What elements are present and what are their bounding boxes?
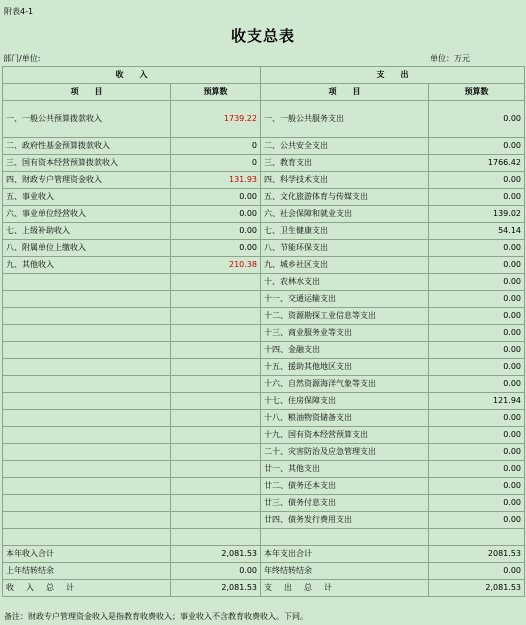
income-value-cell[interactable]: 0.00 (171, 189, 261, 206)
expense-total-value[interactable]: 2,081.53 (429, 580, 525, 597)
expense-item-cell[interactable]: 一、一般公共服务支出 (261, 101, 429, 138)
expense-value-cell[interactable]: 0.00 (429, 101, 525, 138)
income-total-label[interactable]: 收 入 总 计 (3, 580, 171, 597)
expense-value-cell[interactable]: 0.00 (429, 274, 525, 291)
income-item-cell[interactable] (3, 461, 171, 478)
expense-item-cell[interactable]: 十四、金融支出 (261, 342, 429, 359)
table-row (3, 393, 525, 410)
income-item-cell[interactable] (3, 291, 171, 308)
expense-item-cell[interactable]: 九、城乡社区支出 (261, 257, 429, 274)
expense-value-cell[interactable]: 0.00 (429, 427, 525, 444)
expense-total-value[interactable]: 0.00 (429, 563, 525, 580)
expense-item-cell[interactable]: 十九、国有资本经营预算支出 (261, 427, 429, 444)
expense-total-label[interactable]: 支 出 总 计 (261, 580, 429, 597)
expense-item-cell[interactable]: 十一、交通运输支出 (261, 291, 429, 308)
table-row (3, 359, 525, 376)
income-item-cell[interactable] (3, 325, 171, 342)
table-row (3, 291, 525, 308)
expense-item-cell[interactable]: 十、农林水支出 (261, 274, 429, 291)
expense-value-cell[interactable]: 0.00 (429, 478, 525, 495)
expense-item-cell[interactable]: 十七、住房保障支出 (261, 393, 429, 410)
income-value-cell[interactable]: 0 (171, 138, 261, 155)
expense-value-cell[interactable]: 0.00 (429, 291, 525, 308)
total-row (3, 563, 525, 580)
income-value-cell[interactable] (171, 529, 261, 546)
table-row (3, 172, 525, 189)
income-item-cell[interactable] (3, 495, 171, 512)
table-row (3, 308, 525, 325)
income-value-cell[interactable] (171, 325, 261, 342)
income-value-cell[interactable]: 210.38 (171, 257, 261, 274)
expense-item-cell[interactable]: 五、文化旅游体育与传媒支出 (261, 189, 429, 206)
income-value-cell[interactable]: 0 (171, 155, 261, 172)
dept-label: 部门/单位: (3, 54, 41, 63)
income-item-cell[interactable] (3, 410, 171, 427)
expense-item-cell[interactable]: 六、社会保障和就业支出 (261, 206, 429, 223)
income-value-cell[interactable] (171, 342, 261, 359)
table-row (3, 376, 525, 393)
expense-item-cell[interactable]: 十八、粮油物资储备支出 (261, 410, 429, 427)
income-value-cell[interactable]: 131.93 (171, 172, 261, 189)
expense-value-cell[interactable]: 0.00 (429, 444, 525, 461)
table-row (3, 427, 525, 444)
table-row (3, 461, 525, 478)
expense-item-cell[interactable]: 十六、自然资源海洋气象等支出 (261, 376, 429, 393)
income-item-cell[interactable]: 六、事业单位经营收入 (3, 206, 171, 223)
table-row (3, 206, 525, 223)
income-budget-header: 预算数 (171, 84, 261, 101)
income-total-value[interactable]: 2,081.53 (171, 580, 261, 597)
income-value-cell[interactable] (171, 274, 261, 291)
income-value-cell[interactable] (171, 376, 261, 393)
table-row (3, 101, 525, 138)
unit-label: 单位：万元 (430, 54, 470, 63)
income-item-cell[interactable]: 二、政府性基金预算拨款收入 (3, 138, 171, 155)
expense-value-cell[interactable]: 54.14 (429, 223, 525, 240)
income-item-header: 项 目 (3, 84, 171, 101)
income-item-cell[interactable] (3, 393, 171, 410)
page-title: 收支总表 (230, 27, 295, 45)
income-total-value[interactable]: 0.00 (171, 563, 261, 580)
income-header: 收 入 (3, 67, 261, 84)
expense-value-cell[interactable]: 0.00 (429, 172, 525, 189)
expense-value-cell[interactable]: 1766.42 (429, 155, 525, 172)
income-value-cell[interactable] (171, 393, 261, 410)
remark-note: 备注：财政专户管理资金收入是指教育收费收入；事业收入不含教育收费收入。下同。 (4, 612, 308, 621)
expense-item-cell[interactable] (261, 529, 429, 546)
table-row (3, 495, 525, 512)
income-value-cell[interactable] (171, 291, 261, 308)
expense-value-cell[interactable]: 0.00 (429, 495, 525, 512)
table-row (3, 444, 525, 461)
table-row (3, 529, 525, 546)
income-total-label[interactable]: 上年结转结余 (3, 563, 171, 580)
income-item-cell[interactable]: 八、附属单位上缴收入 (3, 240, 171, 257)
expense-value-cell[interactable]: 0.00 (429, 138, 525, 155)
table-row (3, 342, 525, 359)
expense-item-cell[interactable]: 八、节能环保支出 (261, 240, 429, 257)
expense-item-cell[interactable]: 二十、灾害防治及应急管理支出 (261, 444, 429, 461)
table-row (3, 189, 525, 206)
income-total-value[interactable]: 2,081.53 (171, 546, 261, 563)
expense-value-cell[interactable]: 0.00 (429, 342, 525, 359)
expense-total-label[interactable]: 本年支出合计 (261, 546, 429, 563)
expense-total-label[interactable]: 年终结转结余 (261, 563, 429, 580)
table-row (3, 240, 525, 257)
table-row (3, 257, 525, 274)
income-item-cell[interactable]: 九、其他收入 (3, 257, 171, 274)
expense-value-cell[interactable] (429, 529, 525, 546)
income-value-cell[interactable] (171, 495, 261, 512)
expense-value-cell[interactable]: 0.00 (429, 410, 525, 427)
expense-value-cell[interactable]: 0.00 (429, 240, 525, 257)
expense-value-cell[interactable]: 0.00 (429, 325, 525, 342)
income-value-cell[interactable]: 1739.22 (171, 101, 261, 138)
expense-item-cell[interactable]: 三、教育支出 (261, 155, 429, 172)
expense-value-cell[interactable]: 139.02 (429, 206, 525, 223)
income-value-cell[interactable] (171, 427, 261, 444)
expense-header: 支 出 (261, 67, 525, 84)
income-value-cell[interactable] (171, 461, 261, 478)
income-item-cell[interactable] (3, 427, 171, 444)
expense-item-cell[interactable]: 廿一、其他支出 (261, 461, 429, 478)
income-item-cell[interactable]: 四、财政专户管理资金收入 (3, 172, 171, 189)
expense-value-cell[interactable]: 0.00 (429, 512, 525, 529)
table-row (3, 138, 525, 155)
table-row (3, 274, 525, 291)
income-item-cell[interactable] (3, 512, 171, 529)
table-row (3, 325, 525, 342)
income-item-cell[interactable] (3, 444, 171, 461)
income-item-cell[interactable]: 七、上级补助收入 (3, 223, 171, 240)
income-item-cell[interactable]: 五、事业收入 (3, 189, 171, 206)
expense-item-cell[interactable]: 廿二、债务还本支出 (261, 478, 429, 495)
expense-item-cell[interactable]: 十五、援助其他地区支出 (261, 359, 429, 376)
table-row (3, 478, 525, 495)
expense-item-cell[interactable]: 四、科学技术支出 (261, 172, 429, 189)
expense-value-cell[interactable]: 121.94 (429, 393, 525, 410)
expense-value-cell[interactable]: 0.00 (429, 257, 525, 274)
income-item-cell[interactable] (3, 342, 171, 359)
income-total-label[interactable]: 本年收入合计 (3, 546, 171, 563)
income-item-cell[interactable] (3, 308, 171, 325)
table-row (3, 155, 525, 172)
expense-value-cell[interactable]: 0.00 (429, 359, 525, 376)
expense-value-cell[interactable]: 0.00 (429, 461, 525, 478)
income-item-cell[interactable] (3, 478, 171, 495)
income-value-cell[interactable] (171, 512, 261, 529)
income-value-cell[interactable] (171, 308, 261, 325)
income-item-cell[interactable]: 一、一般公共预算拨款收入 (3, 101, 171, 138)
expense-value-cell[interactable]: 0.00 (429, 376, 525, 393)
sheet-label: 附表4-1 (4, 7, 34, 16)
income-item-cell[interactable] (3, 274, 171, 291)
income-item-cell[interactable]: 三、国有资本经营预算拨款收入 (3, 155, 171, 172)
expense-item-header: 项 目 (261, 84, 429, 101)
table-row (3, 223, 525, 240)
income-item-cell[interactable] (3, 376, 171, 393)
income-value-cell[interactable] (171, 478, 261, 495)
budget-table (2, 66, 525, 597)
income-value-cell[interactable]: 0.00 (171, 240, 261, 257)
expense-value-cell[interactable]: 0.00 (429, 308, 525, 325)
expense-item-cell[interactable]: 十三、商业服务业等支出 (261, 325, 429, 342)
income-item-cell[interactable] (3, 359, 171, 376)
expense-item-cell[interactable]: 二、公共安全支出 (261, 138, 429, 155)
income-value-cell[interactable]: 0.00 (171, 223, 261, 240)
expense-budget-header: 预算数 (429, 84, 525, 101)
table-row (3, 512, 525, 529)
table-row (3, 410, 525, 427)
income-value-cell[interactable]: 0.00 (171, 206, 261, 223)
income-value-cell[interactable] (171, 359, 261, 376)
income-value-cell[interactable] (171, 410, 261, 427)
total-row (3, 546, 525, 563)
income-item-cell[interactable] (3, 529, 171, 546)
expense-item-cell[interactable]: 廿三、债务付息支出 (261, 495, 429, 512)
expense-item-cell[interactable]: 十二、资源勘探工业信息等支出 (261, 308, 429, 325)
expense-item-cell[interactable]: 廿四、债务发行费用支出 (261, 512, 429, 529)
expense-total-value[interactable]: 2081.53 (429, 546, 525, 563)
total-row (3, 580, 525, 597)
expense-item-cell[interactable]: 七、卫生健康支出 (261, 223, 429, 240)
expense-value-cell[interactable]: 0.00 (429, 189, 525, 206)
income-value-cell[interactable] (171, 444, 261, 461)
